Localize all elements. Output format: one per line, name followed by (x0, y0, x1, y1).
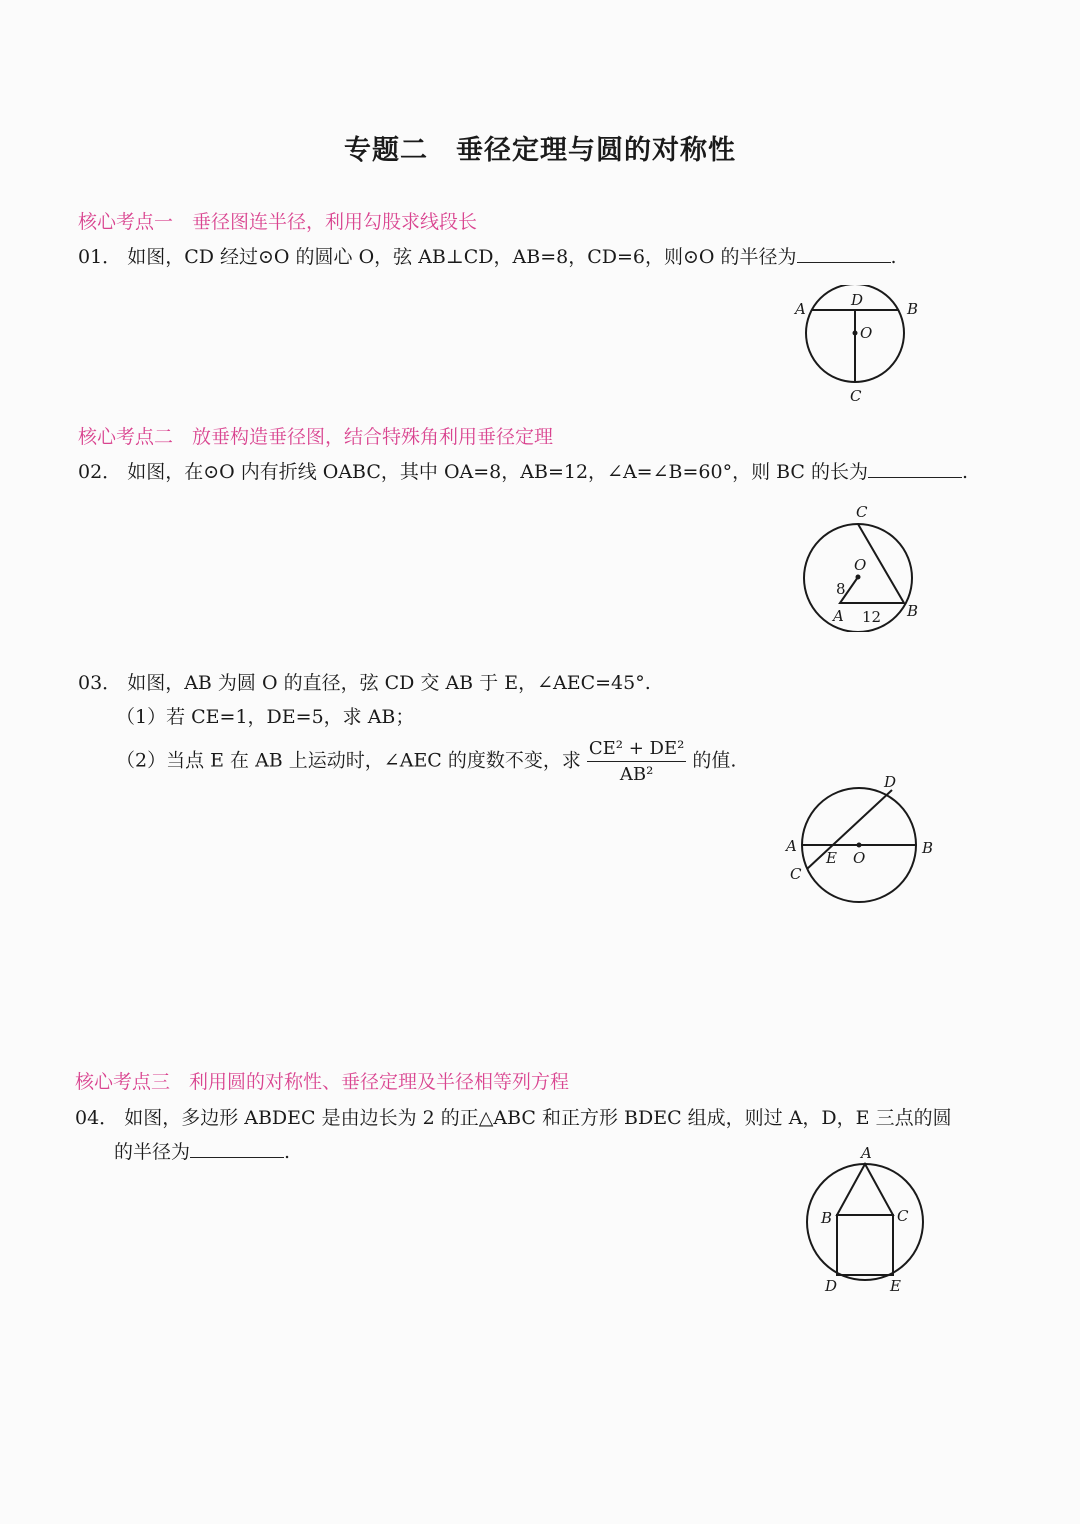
answer-blank[interactable] (190, 1139, 284, 1158)
question-number: 02． (78, 461, 122, 483)
label-B: B (922, 839, 934, 857)
page-title: 专题二 垂径定理与圆的对称性 (344, 135, 736, 166)
label-E: E (826, 849, 837, 867)
label-A: A (833, 607, 844, 625)
question-number: 03． (78, 672, 122, 694)
label-C: C (897, 1207, 909, 1225)
label-E: E (890, 1277, 901, 1295)
label-A: A (861, 1144, 872, 1162)
label-O: O (860, 324, 873, 342)
question-03-part-2 (116, 738, 736, 785)
question-03 (78, 668, 651, 695)
question-01 (78, 242, 897, 269)
question-text: 如图，在⊙O 内有折线 OABC，其中 OA=8，AB=12，∠A=∠B=60°，则 BC 的长为 (127, 461, 869, 483)
question-end: . (962, 461, 969, 483)
answer-blank[interactable] (868, 459, 962, 478)
label-O: O (853, 849, 866, 867)
label-D: D (884, 773, 897, 791)
question-02 (78, 457, 968, 484)
question-number: 01． (78, 246, 122, 268)
label-O: O (854, 556, 867, 574)
question-end: . (890, 246, 897, 268)
label-B: B (821, 1209, 833, 1227)
label-D: D (851, 291, 864, 309)
question-end: . (284, 1141, 291, 1163)
label-C: C (790, 865, 802, 883)
part-2-text-end: 的值. (692, 749, 737, 772)
label-B: B (907, 602, 919, 620)
question-text: 如图，AB 为圆 O 的直径，弦 CD 交 AB 于 E，∠AEC=45°. (127, 672, 651, 694)
section-heading-2: 核心考点二 放垂构造垂径图，结合特殊角利用垂径定理 (78, 426, 554, 448)
question-03-part-1: （1）若 CE=1，DE=5，求 AB； (116, 706, 415, 728)
section-heading-3: 核心考点三 利用圆的对称性、垂径定理及半径相等列方程 (75, 1071, 570, 1093)
figure-02-circle-polyline (790, 500, 930, 632)
question-text: 如图，多边形 ABDEC 是由边长为 2 的正△ABC 和正方形 BDEC 组成，则过 A，D，E 三点的圆 (124, 1107, 952, 1129)
question-text: 的半径为 (114, 1141, 191, 1163)
label-AB-length: 12 (862, 608, 882, 626)
part-2-text: （2）当点 E 在 AB 上运动时，∠AEC 的度数不变，求 (116, 749, 581, 772)
label-B: B (907, 300, 919, 318)
question-04 (75, 1103, 952, 1130)
label-C: C (850, 387, 862, 405)
fraction (587, 738, 686, 785)
question-04-line-2 (114, 1137, 290, 1164)
figure-03-circle-diameter-chord (782, 770, 942, 910)
question-number: 04． (75, 1107, 119, 1129)
section-heading-1: 核心考点一 垂径图连半径，利用勾股求线段长 (78, 211, 478, 233)
label-OA-length: 8 (836, 580, 846, 598)
figure-01-circle-chord (785, 285, 925, 410)
fraction-denominator: AB² (619, 764, 654, 785)
label-A: A (786, 837, 797, 855)
question-text: 如图，CD 经过⊙O 的圆心 O，弦 AB⊥CD，AB=8，CD=6，则⊙O 的半径为 (127, 246, 797, 268)
label-D: D (825, 1277, 838, 1295)
label-A: A (795, 300, 806, 318)
fraction-numerator: CE² + DE² (587, 738, 686, 762)
answer-blank[interactable] (797, 244, 891, 263)
figure-04-circle-polygon (795, 1140, 945, 1300)
label-C: C (856, 503, 868, 521)
